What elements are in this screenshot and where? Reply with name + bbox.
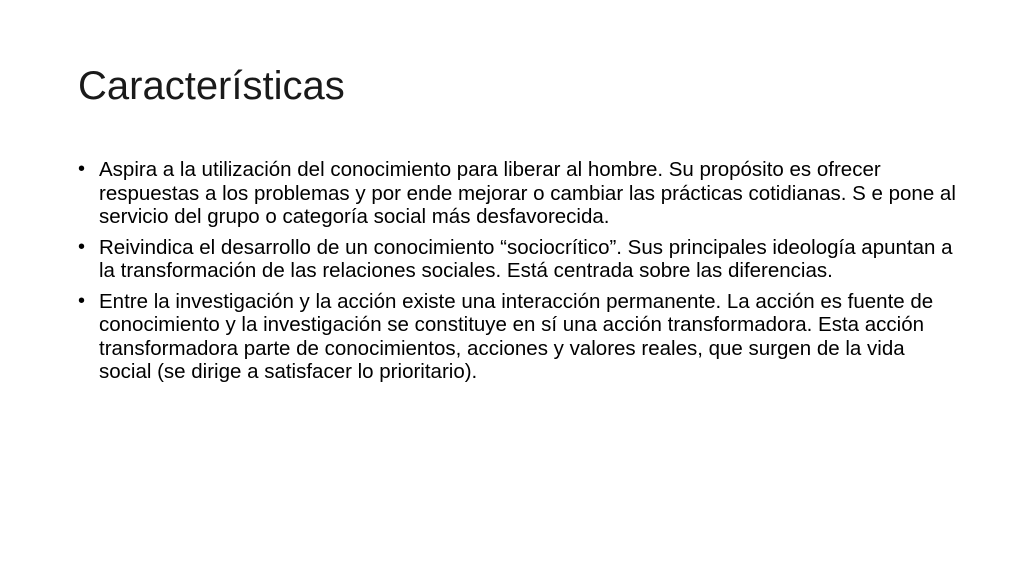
slide-title: Características <box>78 64 345 108</box>
bullet-list <box>78 158 958 391</box>
bullet-item <box>78 158 958 229</box>
bullet-text: Reivindica el desarrollo de un conocimiento “sociocrítico”. Sus principales ideología apuntan a la transformación de las relaciones sociales. Está centrada sobre las diferencias. <box>99 235 953 282</box>
bullet-marker: • <box>78 235 86 258</box>
bullet-marker: • <box>78 158 86 180</box>
bullet-item <box>78 236 958 283</box>
bullet-item <box>78 290 958 384</box>
bullet-text: Entre la investigación y la acción existe una interacción permanente. La acción es fuente de conocimiento y la investigación se constituye en sí una acción transformadora. Esta acción transformadora parte de conocimientos, acciones y valores reales, que surgen de la vida social (se dirige a satisfacer lo prioritario). <box>99 289 934 383</box>
bullet-marker: • <box>78 289 86 312</box>
bullet-text: Aspira a la utilización del conocimiento para liberar al hombre. Su propósito es ofrecer respuestas a los problemas y por ende mejorar o cambiar las prácticas cotidianas. S e pone al servicio del grupo o categoría social más desfavorecida. <box>99 158 956 228</box>
